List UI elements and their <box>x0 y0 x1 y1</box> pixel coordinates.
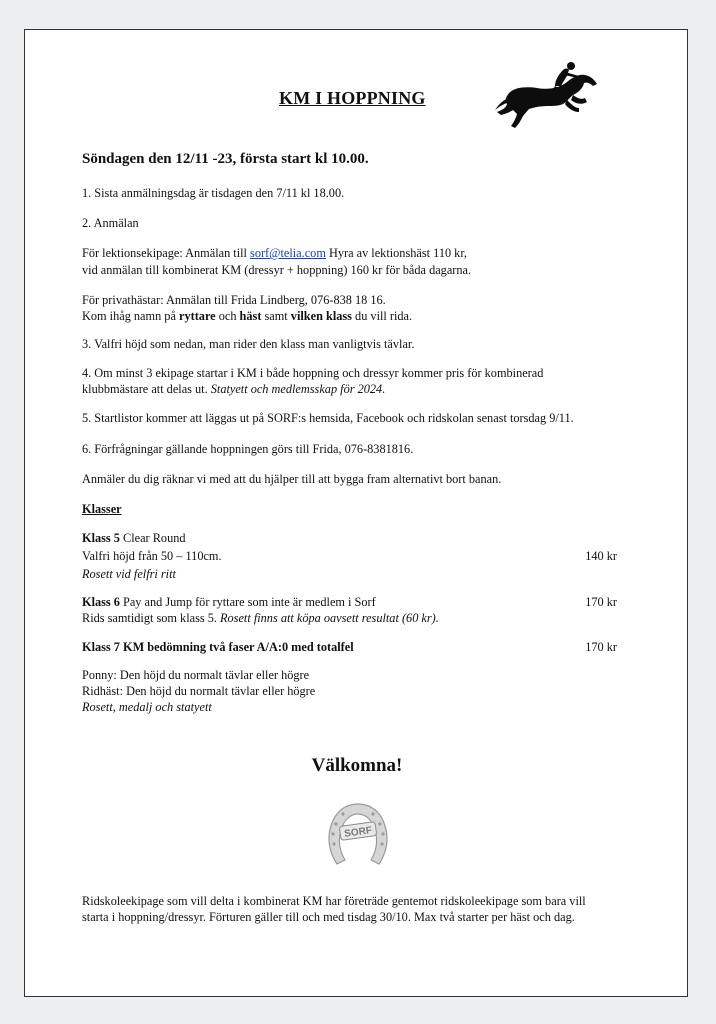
show-jumping-horse-icon <box>493 60 601 130</box>
document-page <box>24 29 688 997</box>
footer-line-1: Ridskoleekipage som vill delta i kombinerat KM har företräde gentemot ridskoleekipage som bara vill <box>82 894 586 908</box>
item-4-prize: Statyett och medlemsskap för 2024. <box>210 382 386 396</box>
class-6-line-2 <box>82 610 439 627</box>
footer-line-2: starta i hoppning/dressyr. Förturen gäller till och med tisdag 30/10. Max två starter per häst och dag. <box>82 910 575 924</box>
welcome-heading: Välkomna! <box>311 755 403 776</box>
class-6-title <box>82 594 617 611</box>
email-link[interactable]: sorf@telia.com <box>250 246 326 260</box>
private-line-1: För privathästar: Anmälan till Frida Lindberg, 076-838 18 16. <box>82 293 386 307</box>
class-7-name: Klass 7 KM bedömning två faser A/A:0 med totalfel <box>82 640 354 654</box>
item-4-line-2 <box>82 381 385 398</box>
class-7-title <box>82 639 617 656</box>
class-7-price: 170 kr <box>585 640 617 654</box>
class-6-text: Rids samtidigt som klass 5. <box>82 611 221 625</box>
class-6-rosette: Rosett finns att köpa oavsett resultat (60 kr). <box>220 611 439 625</box>
private-text: Kom ihåg namn på <box>82 309 179 323</box>
class-7-horse: Ridhäst: Den höjd du normalt tävlar eller högre <box>82 684 316 698</box>
private-line-2 <box>82 308 412 325</box>
classes-heading: Klasser <box>82 502 122 516</box>
class-7-prizes: Rosett, medalj och statyett <box>82 700 212 714</box>
item-4-line-1: 4. Om minst 3 ekipage startar i KM i både hoppning och dressyr kommer pris för kombinerad <box>82 366 544 380</box>
class-5-title <box>82 530 186 547</box>
class-7-pony: Ponny: Den höjd du normalt tävlar eller högre <box>82 668 310 682</box>
private-text: samt <box>261 309 291 323</box>
sorf-horseshoe-logo <box>325 800 391 870</box>
class-5-row <box>82 548 617 565</box>
lesson-suffix: Hyra av lektionshäst 110 kr, <box>325 246 468 260</box>
item-5: 5. Startlistor kommer att läggas ut på SORF:s hemsida, Facebook och ridskolan senast torsdag 9/11. <box>82 411 574 425</box>
class-5-name: Klass 5 <box>82 531 120 545</box>
private-class: vilken klass <box>290 309 352 323</box>
class-6-desc: Pay and Jump för ryttare som inte är medlem i Sorf <box>119 595 376 609</box>
class-5-price: 140 kr <box>585 549 617 563</box>
item-6: 6. Förfrågningar gällande hoppningen görs till Frida, 076-8381816. <box>82 442 414 456</box>
private-text: du vill rida. <box>351 309 413 323</box>
item-1: 1. Sista anmälningsdag är tisdagen den 7/11 kl 18.00. <box>82 186 345 200</box>
logo-text: SORF <box>343 825 373 840</box>
item-2: 2. Anmälan <box>82 216 139 230</box>
item-4-text: klubbmästare att delas ut. <box>82 382 211 396</box>
class-5-height: Valfri höjd från 50 – 110cm. <box>82 549 222 563</box>
help-note: Anmäler du dig räknar vi med att du hjälper till att bygga fram alternativt bort banan. <box>82 472 502 486</box>
class-5-desc: Clear Round <box>119 531 186 545</box>
lesson-line-2: vid anmälan till kombinerat KM (dressyr + hoppning) 160 kr för båda dagarna. <box>82 263 472 277</box>
lesson-prefix: För lektionsekipage: Anmälan till <box>82 246 251 260</box>
private-horse: häst <box>239 309 262 323</box>
class-6-name: Klass 6 <box>82 595 120 609</box>
private-rider: ryttare <box>179 309 216 323</box>
lesson-registration-line <box>82 245 467 262</box>
event-date-line: Söndagen den 12/11 -23, första start kl 10.00. <box>82 151 369 167</box>
class-6-price: 170 kr <box>585 595 617 609</box>
item-3: 3. Valfri höjd som nedan, man rider den klass man vanligtvis tävlar. <box>82 337 415 351</box>
class-5-rosette: Rosett vid felfri ritt <box>82 567 176 581</box>
page-title: KM I HOPPNING <box>279 88 426 108</box>
private-text: och <box>215 309 240 323</box>
